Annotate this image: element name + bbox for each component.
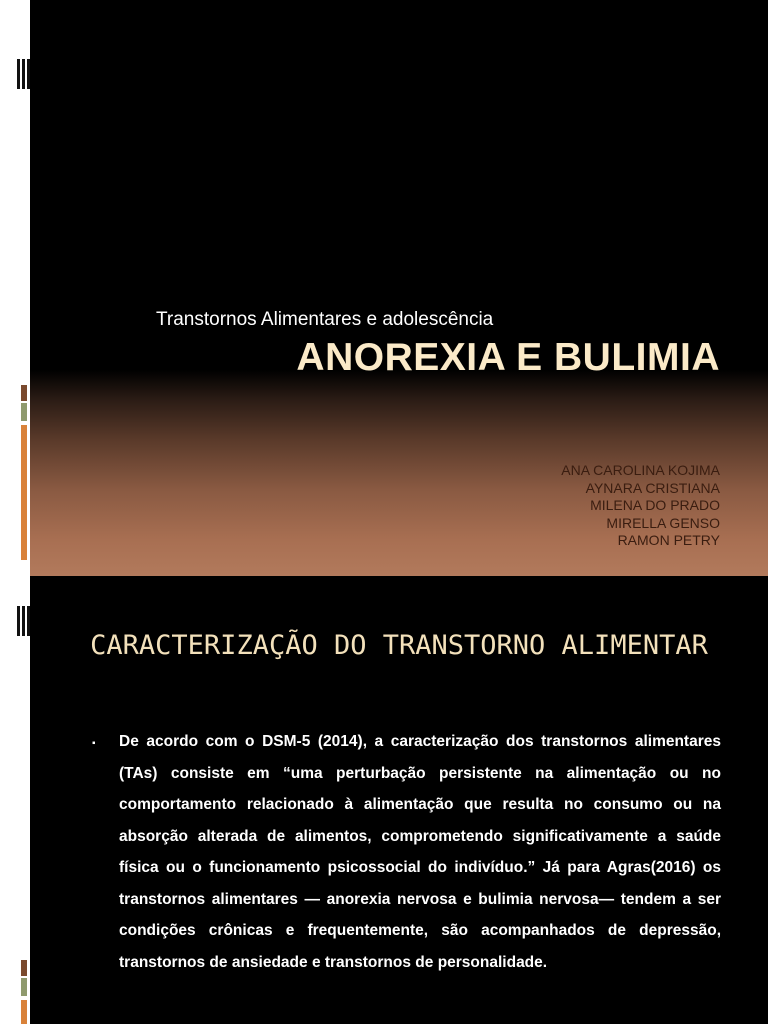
edge-stripe xyxy=(21,385,27,401)
edge-ornament-bars xyxy=(17,59,30,89)
edge-ornament-bars xyxy=(17,606,30,636)
edge-stripe xyxy=(21,960,27,976)
slide-2 xyxy=(30,576,768,1024)
author-name: AYNARA CRISTIANA xyxy=(585,479,720,496)
edge-stripe xyxy=(21,978,27,996)
author-list xyxy=(561,462,720,550)
slide-1 xyxy=(30,0,768,576)
author-name: MIRELLA GENSO xyxy=(606,514,720,531)
edge-stripe xyxy=(21,403,27,421)
author-name: RAMON PETRY xyxy=(617,532,720,548)
edge-stripe xyxy=(21,1000,27,1024)
bullet-marker: ▪ xyxy=(92,738,96,749)
slide-title: ANOREXIA E BULIMIA xyxy=(296,336,720,379)
slide-subtitle: Transtornos Alimentares e adolescência xyxy=(156,309,494,330)
slide-2-title: CARACTERIZAÇÃO DO TRANSTORNO ALIMENTAR xyxy=(90,630,708,661)
author-name: ANA CAROLINA KOJIMA xyxy=(561,462,720,478)
author-name: MILENA DO PRADO xyxy=(590,497,720,513)
bullet-text: De acordo com o DSM-5 (2014), a caracterização dos transtornos alimentares (TAs) consiste em “uma perturbação persistente na alimentação ou no comportamento relacionado à alimentação que resulta no consumo ou na absorção alterada de alimentos, comprometendo significativamente a saúde física ou o funcionamento psicossocial do indivíduo.” Já para Agras(2016) os transtornos alimentares — anorexia nervosa e bulimia nervosa— tendem a ser condições crônicas e frequentemente, são acompanhados de depressão, transtornos de ansiedade e transtornos de personalidade. xyxy=(119,733,721,971)
edge-stripe xyxy=(21,425,27,560)
